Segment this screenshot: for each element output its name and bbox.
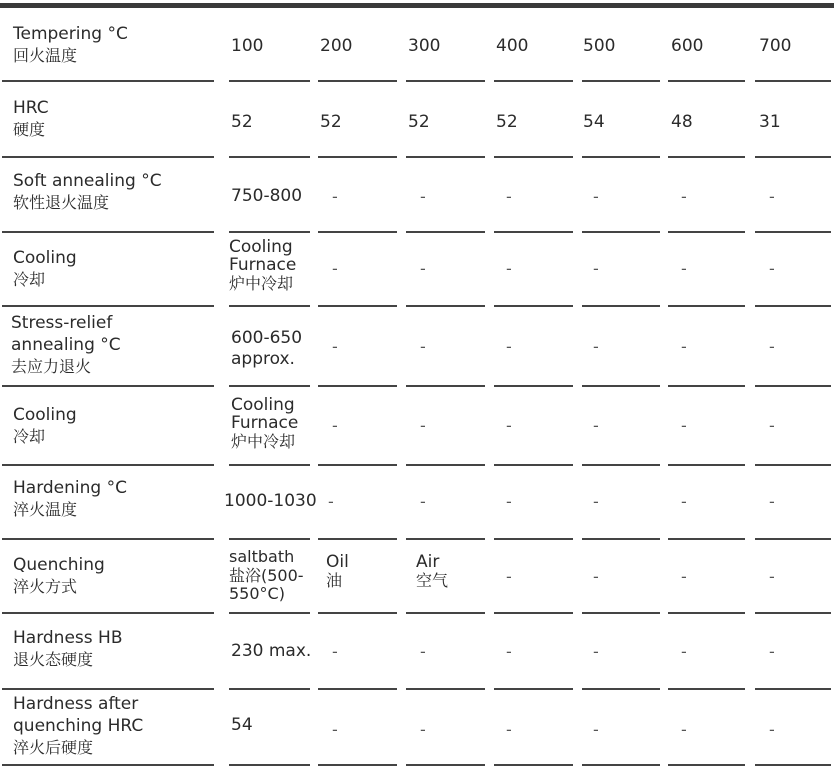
cell-200: - — [332, 259, 338, 278]
cell-700: - — [769, 642, 775, 661]
cell-300: - — [420, 337, 426, 356]
row-rule — [668, 156, 745, 158]
cell-300: - — [420, 259, 426, 278]
cell-500: 54 — [583, 112, 605, 132]
row-rule — [406, 305, 485, 307]
row-rule — [494, 688, 573, 690]
row-rule — [582, 231, 660, 233]
row-rule — [406, 156, 485, 158]
cell-line: 550°C) — [229, 584, 285, 603]
cell-300: - — [420, 720, 426, 739]
cell-100 — [229, 238, 296, 293]
cell-400: - — [506, 187, 512, 206]
cell-100: 750-800 — [231, 186, 303, 206]
row-label — [13, 171, 162, 213]
row-rule — [229, 80, 310, 82]
row-rule — [494, 464, 573, 466]
cell-600: 48 — [671, 112, 693, 132]
row-label — [13, 248, 77, 290]
row-rule — [494, 80, 573, 82]
cell-line: saltbath — [229, 547, 295, 566]
cell-100: 100 — [231, 36, 264, 56]
cell-300: - — [420, 187, 426, 206]
row-rule — [406, 464, 485, 466]
cell-400: - — [506, 416, 512, 435]
cell-line: Cooling — [231, 395, 295, 415]
cell-400: - — [506, 337, 512, 356]
row-label — [13, 478, 127, 520]
label-en-1: Stress-relief — [11, 313, 113, 333]
cell-300: - — [420, 642, 426, 661]
label-en: Quenching — [13, 555, 105, 575]
row-rule — [582, 156, 660, 158]
cell-100 — [231, 396, 298, 451]
table-row-soft-annealing — [0, 171, 834, 229]
cell-600: 600 — [671, 36, 704, 56]
label-en: Hardening °C — [13, 478, 127, 498]
row-rule — [318, 612, 397, 614]
cell-400: 52 — [496, 112, 518, 132]
row-rule — [318, 538, 397, 540]
cell-100: 230 max. — [231, 641, 312, 661]
cell-400: 400 — [496, 36, 529, 56]
row-rule — [494, 538, 573, 540]
table-row-cooling-2 — [0, 396, 834, 464]
label-zh: 淬火方式 — [13, 577, 78, 596]
label-en: Tempering °C — [13, 24, 128, 44]
label-zh: 去应力退火 — [11, 357, 92, 376]
cell-500: - — [593, 492, 599, 511]
label-en-2: quenching HRC — [13, 716, 144, 736]
row-rule — [582, 764, 660, 766]
row-label — [13, 24, 128, 66]
row-rule — [406, 764, 485, 766]
cell-200: 200 — [320, 36, 353, 56]
cell-600: - — [681, 259, 687, 278]
label-en: Cooling — [13, 248, 77, 268]
label-zh: 淬火后硬度 — [13, 738, 94, 757]
cell-200: 52 — [320, 112, 342, 132]
row-rule — [668, 688, 745, 690]
label-zh: 淬火温度 — [13, 500, 78, 519]
label-zh: 硬度 — [13, 120, 46, 139]
row-rule — [406, 80, 485, 82]
row-rule — [668, 612, 745, 614]
row-rule — [668, 464, 745, 466]
table-row-hardening — [0, 478, 834, 536]
row-rule — [2, 156, 214, 158]
table-row-tempering — [0, 20, 834, 82]
cell-400: - — [506, 642, 512, 661]
row-rule — [229, 385, 310, 387]
row-rule — [582, 688, 660, 690]
row-label — [13, 405, 77, 447]
cell-500: - — [593, 567, 599, 586]
row-rule — [406, 688, 485, 690]
row-rule — [229, 464, 310, 466]
row-rule — [494, 156, 573, 158]
row-rule — [2, 305, 214, 307]
cell-300: - — [420, 492, 426, 511]
row-rule — [2, 231, 214, 233]
row-rule — [582, 305, 660, 307]
row-rule — [668, 385, 745, 387]
cell-200 — [326, 553, 349, 590]
cell-500: - — [593, 337, 599, 356]
cell-400: - — [506, 567, 512, 586]
row-rule — [229, 156, 310, 158]
cell-100: 52 — [231, 112, 253, 132]
cell-line: Oil — [326, 552, 349, 572]
cell-700: - — [769, 259, 775, 278]
cell-200: - — [328, 492, 334, 511]
cell-200: - — [332, 416, 338, 435]
cell-line: Cooling — [229, 237, 293, 257]
cell-300: 52 — [408, 112, 430, 132]
row-rule — [2, 385, 214, 387]
row-rule — [494, 612, 573, 614]
row-label — [13, 98, 49, 140]
row-rule — [2, 464, 214, 466]
cell-700: - — [769, 337, 775, 356]
cell-700: - — [769, 720, 775, 739]
cell-300: - — [420, 416, 426, 435]
row-rule — [318, 464, 397, 466]
row-rule — [229, 231, 310, 233]
cell-500: - — [593, 720, 599, 739]
row-rule — [755, 538, 831, 540]
cell-700: - — [769, 567, 775, 586]
top-rule — [0, 3, 834, 8]
row-rule — [318, 231, 397, 233]
cell-500: - — [593, 416, 599, 435]
row-rule — [318, 688, 397, 690]
row-rule — [668, 80, 745, 82]
cell-300 — [416, 553, 448, 590]
cell-600: - — [681, 720, 687, 739]
cell-700: - — [769, 492, 775, 511]
row-rule — [494, 385, 573, 387]
row-rule — [229, 612, 310, 614]
cell-300: 300 — [408, 36, 441, 56]
cell-500: - — [593, 187, 599, 206]
label-zh: 冷却 — [13, 427, 46, 446]
cell-100 — [229, 548, 304, 603]
cell-100 — [231, 328, 302, 370]
row-rule — [318, 80, 397, 82]
cell-600: - — [681, 642, 687, 661]
row-rule — [406, 385, 485, 387]
label-zh: 软性退火温度 — [13, 193, 110, 212]
row-rule — [582, 385, 660, 387]
cell-500: 500 — [583, 36, 616, 56]
row-rule — [494, 305, 573, 307]
row-rule — [2, 612, 214, 614]
cell-500: - — [593, 259, 599, 278]
cell-700: - — [769, 187, 775, 206]
row-rule — [494, 231, 573, 233]
table-row-cooling — [0, 238, 834, 306]
row-rule — [2, 688, 214, 690]
cell-100: 54 — [231, 715, 253, 735]
cell-line: 炉中冷却 — [231, 432, 296, 451]
row-rule — [755, 156, 831, 158]
cell-700: 700 — [759, 36, 792, 56]
row-rule — [755, 688, 831, 690]
row-rule — [494, 764, 573, 766]
cell-400: - — [506, 259, 512, 278]
cell-400: - — [506, 720, 512, 739]
row-rule — [755, 231, 831, 233]
row-rule — [668, 764, 745, 766]
label-en: HRC — [13, 98, 49, 118]
label-en: Hardness HB — [13, 628, 123, 648]
cell-line: 盐浴(500- — [229, 566, 304, 585]
table-row-hrc — [0, 94, 834, 156]
row-rule — [318, 764, 397, 766]
cell-line: Furnace — [231, 413, 299, 433]
row-rule — [668, 231, 745, 233]
table-row-quenching — [0, 548, 834, 610]
row-rule — [755, 464, 831, 466]
row-rule — [318, 156, 397, 158]
cell-600: - — [681, 337, 687, 356]
row-rule — [755, 764, 831, 766]
table-row-hardness-after-quenching — [0, 693, 834, 763]
table-row-stress-relief — [0, 312, 834, 382]
row-rule — [755, 385, 831, 387]
row-rule — [668, 538, 745, 540]
cell-500: - — [593, 642, 599, 661]
cell-400: - — [506, 492, 512, 511]
cell-line: 油 — [326, 571, 343, 590]
cell-line: Air — [416, 552, 440, 572]
row-rule — [229, 688, 310, 690]
row-rule — [582, 80, 660, 82]
row-rule — [406, 538, 485, 540]
row-label — [13, 693, 143, 759]
row-rule — [318, 305, 397, 307]
cell-line: 炉中冷却 — [229, 274, 294, 293]
label-zh: 冷却 — [13, 270, 46, 289]
row-rule — [2, 80, 214, 82]
cell-200: - — [332, 642, 338, 661]
label-zh: 退火态硬度 — [13, 650, 94, 669]
row-label — [11, 312, 121, 378]
cell-200: - — [332, 720, 338, 739]
label-en: Cooling — [13, 405, 77, 425]
row-rule — [582, 612, 660, 614]
cell-line: 空气 — [416, 571, 449, 590]
row-rule — [318, 385, 397, 387]
cell-line: approx. — [231, 349, 295, 369]
cell-line: Furnace — [229, 255, 297, 275]
table-row-hardness-hb — [0, 628, 834, 684]
cell-600: - — [681, 492, 687, 511]
row-rule — [229, 764, 310, 766]
row-rule — [2, 538, 214, 540]
row-label — [13, 555, 105, 597]
label-en-2: annealing °C — [11, 335, 121, 355]
label-en-1: Hardness after — [13, 694, 139, 714]
row-rule — [755, 305, 831, 307]
cell-200: - — [332, 187, 338, 206]
cell-200: - — [332, 337, 338, 356]
row-rule — [582, 538, 660, 540]
row-rule — [406, 231, 485, 233]
label-zh: 回火温度 — [13, 46, 78, 65]
cell-700: 31 — [759, 112, 781, 132]
row-rule — [582, 464, 660, 466]
cell-600: - — [681, 416, 687, 435]
cell-600: - — [681, 567, 687, 586]
row-rule — [406, 612, 485, 614]
cell-600: - — [681, 187, 687, 206]
label-en: Soft annealing °C — [13, 171, 162, 191]
row-label — [13, 628, 122, 670]
row-rule — [2, 764, 214, 766]
row-rule — [755, 612, 831, 614]
cell-line: 600-650 — [231, 328, 303, 348]
row-rule — [755, 80, 831, 82]
row-rule — [668, 305, 745, 307]
row-rule — [229, 305, 310, 307]
cell-700: - — [769, 416, 775, 435]
row-rule — [229, 538, 310, 540]
cell-100: 1000-1030 — [224, 491, 317, 511]
